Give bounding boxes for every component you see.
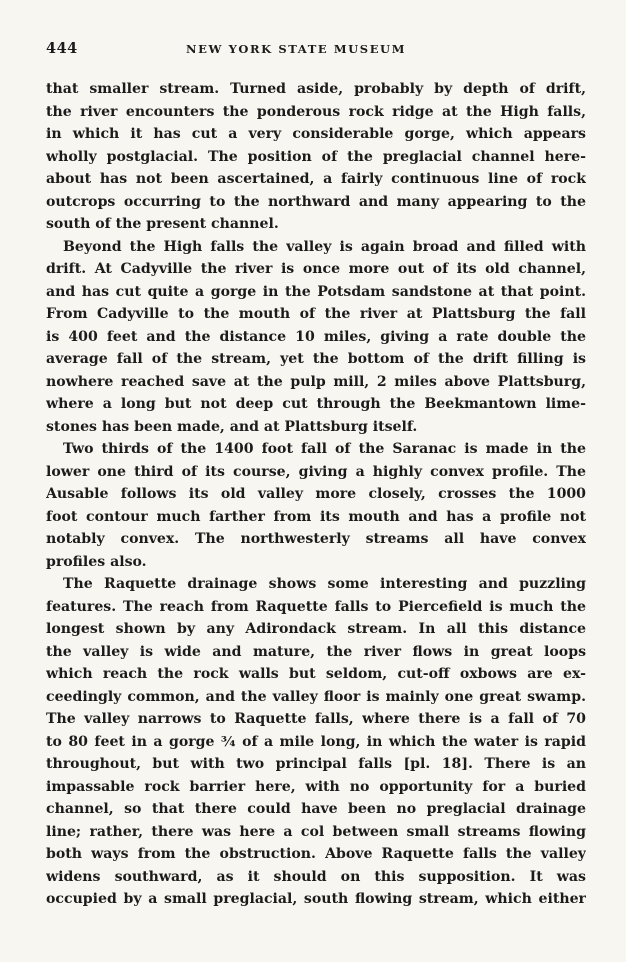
text-line: Beyond the High falls the valley is again broad and filled with (63, 238, 586, 255)
text-line: line; rather, there was here a col between small streams flowing (46, 823, 586, 840)
text-line: outcrops occurring to the northward and many appearing to the (46, 193, 586, 210)
page-header (46, 40, 586, 60)
text-line: throughout, but with two principal falls [pl. 18]. There is an (46, 756, 586, 772)
text-line: channel, so that there could have been no preglacial drainage (46, 801, 586, 817)
text-line: that smaller stream. Turned aside, probably by depth of drift, (46, 81, 586, 97)
text-line: south of the present channel. (46, 216, 279, 232)
text-line: longest shown by any Adirondack stream. In all this distance (46, 621, 586, 637)
text-line: profiles also. (46, 553, 147, 570)
running-head: NEW YORK STATE MUSEUM (186, 42, 407, 56)
text-line: the river encounters the ponderous rock ridge at the High falls, (46, 103, 586, 120)
text-line: and has cut quite a gorge in the Potsdam sandstone at that point. (46, 283, 586, 300)
text-line: about has not been ascertained, a fairly continuous line of rock (46, 171, 586, 187)
text-line: lower one third of its course, giving a highly convex profile. The (46, 463, 586, 480)
text-line: both ways from the obstruction. Above Raquette falls the valley (46, 846, 586, 862)
text-line: From Cadyville to the mouth of the river at Plattsburg the fall (46, 306, 586, 322)
text-line: the valley is wide and mature, the river flows in great loops (46, 643, 586, 660)
text-line: where a long but not deep cut through the Beekmantown lime- (46, 396, 586, 412)
text-line: features. The reach from Raquette falls to Piercefield is much the (46, 598, 586, 615)
text-line: stones has been made, and at Plattsburg itself. (46, 418, 418, 435)
paragraph (46, 236, 586, 439)
text-line: in which it has cut a very considerable gorge, which appears (46, 126, 586, 142)
text-line: notably convex. The northwesterly streams all have convex (46, 531, 586, 547)
text-line: Two thirds of the 1400 foot fall of the Saranac is made in the (63, 441, 586, 457)
text-line: drift. At Cadyville the river is once more out of its old channel, (46, 261, 586, 277)
body-text (46, 78, 586, 911)
text-line: nowhere reached save at the pulp mill, 2 miles above Plattsburg, (46, 373, 586, 390)
paragraph (46, 78, 586, 236)
text-line: The Raquette drainage shows some interesting and puzzling (63, 576, 586, 592)
text-line: impassable rock barrier here, with no opportunity for a buried (46, 778, 586, 795)
page-number: 444 (46, 40, 78, 57)
text-line: widens southward, as it should on this supposition. It was (46, 868, 586, 885)
text-line: Ausable follows its old valley more closely, crosses the 1000 (46, 486, 586, 502)
text-line: average fall of the stream, yet the bottom of the drift filling is (46, 351, 586, 367)
text-line: occupied by a small preglacial, south flowing stream, which either (46, 891, 586, 907)
text-line: foot contour much farther from its mouth and has a profile not (46, 508, 586, 525)
text-line: which reach the rock walls but seldom, cut-off oxbows are ex- (46, 666, 586, 682)
paragraph (46, 573, 586, 911)
text-line: The valley narrows to Raquette falls, where there is a fall of 70 (46, 711, 586, 727)
text-line: to 80 feet in a gorge ¾ of a mile long, in which the water is rapid (46, 733, 586, 750)
text-line: ceedingly common, and the valley floor is mainly one great swamp. (46, 688, 586, 705)
text-line: wholly postglacial. The position of the preglacial channel here- (46, 148, 586, 165)
text-line: is 400 feet and the distance 10 miles, giving a rate double the (46, 328, 586, 345)
paragraph (46, 438, 586, 573)
